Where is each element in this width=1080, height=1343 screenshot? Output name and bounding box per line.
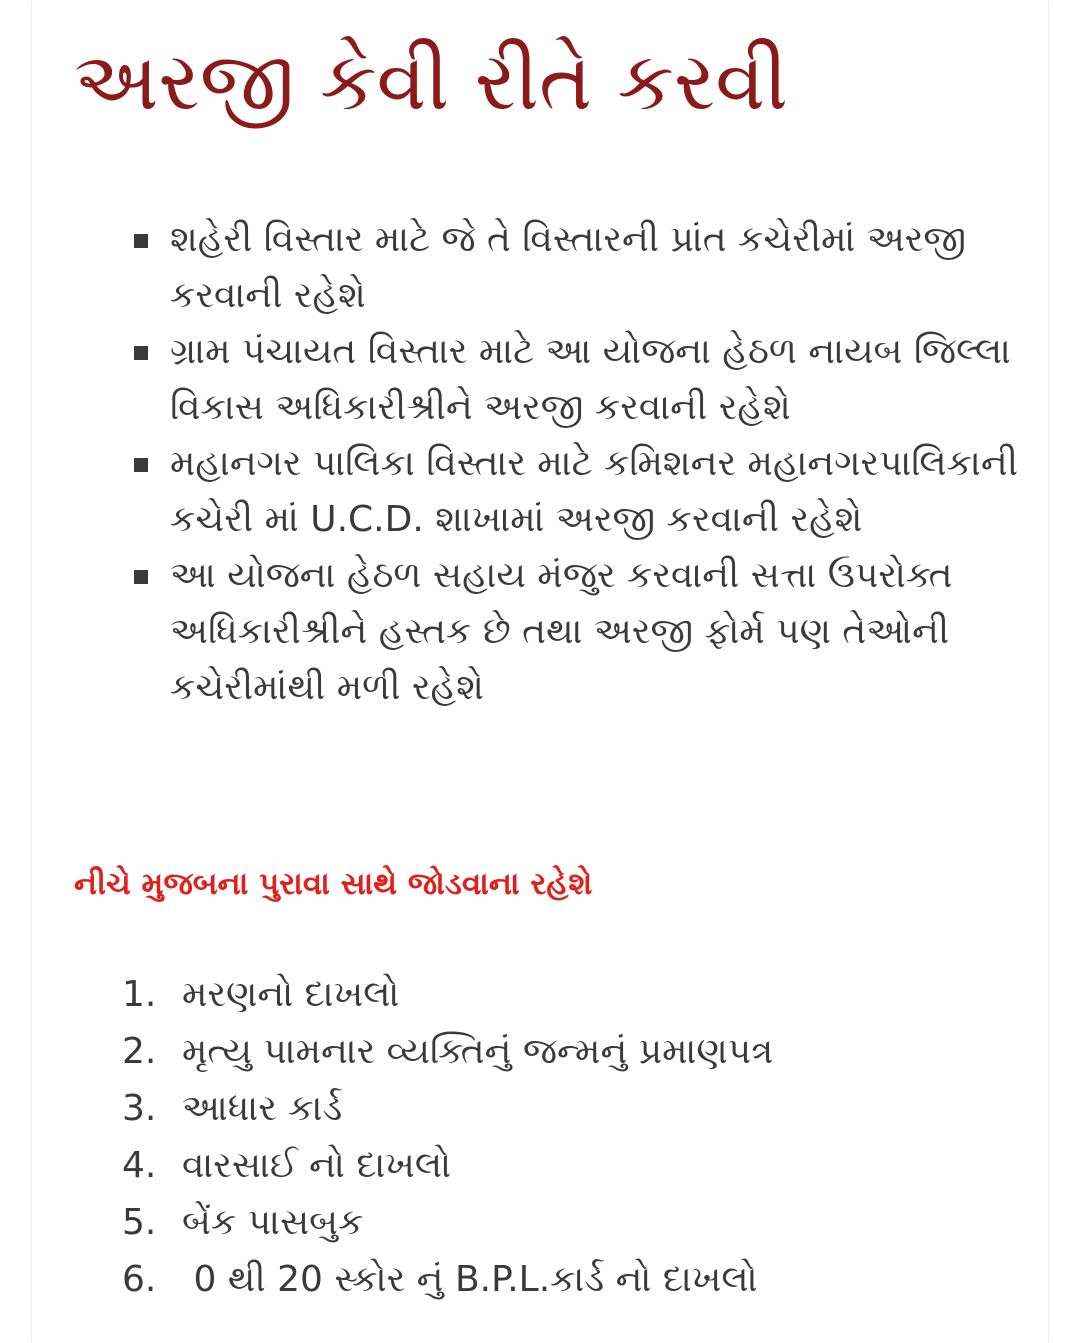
document-page [32,0,1048,1343]
application-steps-list [128,212,1028,716]
required-documents-list [122,966,773,1308]
page-title: અરજી કેવી રીતે કરવી [74,35,788,128]
documents-subheading: નીચે મુજબના પુરાવા સાથે જોડવાના રહેશે [74,866,593,902]
list-item-number: 2. [122,1031,157,1072]
list-item-number: 5. [122,1202,157,1243]
list-item-text: આ યોજના હેઠળ સહાય મંજુર કરવાની સત્તા ઉપરોક્ત અધિકારીશ્રીને હસ્તક છે તથા અરજી ફોર્મ પણ તેઓની કચેરીમાંથી મળી રહેશે [170,555,953,708]
list-item-number: 1. [122,974,157,1015]
list-item-text: મહાનગર પાલિકા વિસ્તાર માટે કમિશનર મહાનગરપાલિકાની કચેરી માં U.C.D. શાખામાં અરજી કરવાની રહેશે [170,443,1018,540]
square-bullet-icon [134,346,148,360]
list-item [122,1194,773,1251]
list-item-text: શહેરી વિસ્તાર માટે જે તે વિસ્તારની પ્રાંત કચેરીમાં અરજી કરવાની રહેશે [170,219,967,316]
list-item [122,1137,773,1194]
list-item-text: ગ્રામ પંચાયત વિસ્તાર માટે આ યોજના હેઠળ નાયબ જિલ્લા વિકાસ અધિકારીશ્રીને અરજી કરવાની રહેશે [170,331,1011,428]
square-bullet-icon [134,458,148,472]
list-item-text: 0 થી 20 સ્કોર નું B.P.L.કાર્ડ નો દાખલો [182,1259,758,1300]
list-item [122,1080,773,1137]
list-item [128,324,1028,436]
list-item [128,212,1028,324]
list-item-text: મૃત્યુ પામનાર વ્યક્તિનું જન્મનું પ્રમાણપત્ર [182,1031,774,1072]
list-item [122,1023,773,1080]
list-item-text: આધાર કાર્ડ [182,1088,343,1129]
list-item [128,548,1028,716]
square-bullet-icon [134,234,148,248]
list-item [122,966,773,1023]
list-item-text: બેંક પાસબુક [182,1202,364,1243]
list-item-number: 3. [122,1088,157,1129]
list-item [128,436,1028,548]
list-item-text: વારસાઈ નો દાખલો [182,1145,452,1186]
list-item-text: મરણનો દાખલો [182,974,400,1015]
list-item-number: 4. [122,1145,157,1186]
square-bullet-icon [134,570,148,584]
list-item-number: 6. [122,1259,157,1300]
list-item [122,1251,773,1308]
